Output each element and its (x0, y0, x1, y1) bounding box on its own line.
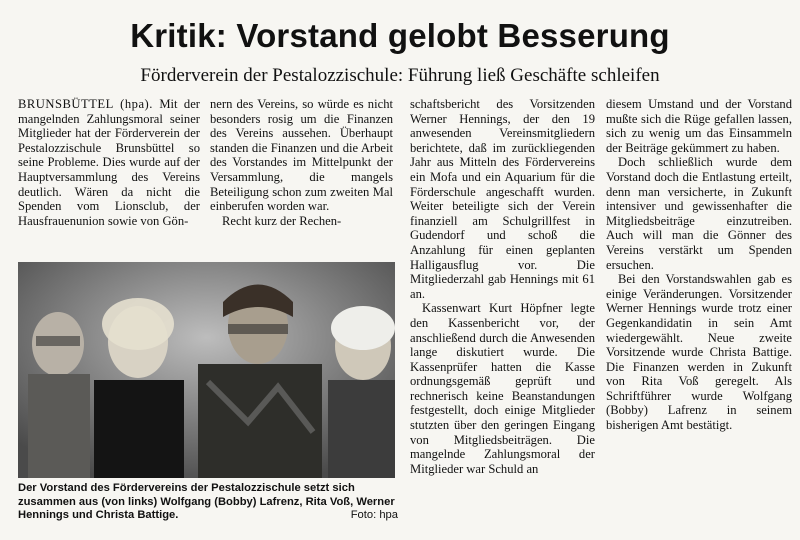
column-1-paragraph (18, 97, 200, 228)
column-1 (18, 97, 200, 228)
column-3-paragraph-2: Kassenwart Kurt Höpfner legte den Kassenbericht vor, der anschließend durch die Anwesenden lange diskutiert wurde. Die Kassenprüfer hatten die Kasse ordnungsgemäß geprüft und rechnerisch keine Beanstandungen festgestellt, doch einige Mitglieder stutzten über den geringen Eingang von Mitgliedsbeiträgen. Die mangelnde Zahlungsmoral der Mitglieder war Schuld an (410, 301, 595, 476)
column-2-paragraph-1: nern des Vereins, so würde es nicht besonders rosig um die Finanzen des Vereins aussehen. Überhaupt standen die Finanzen und die Arbeit des Vorstandes im Mittelpunkt der Versammlung, die mangels Beteiligung schon zum zweiten Mal einberufen worden war. (210, 97, 393, 214)
column-2 (210, 97, 393, 228)
photo-illustration (18, 262, 395, 478)
article-headline: Kritik: Vorstand gelobt Besserung (130, 17, 670, 54)
column-4-paragraph-2: Doch schließlich wurde dem Vorstand doch die Entlastung erteilt, denn man versicherte, in Zukunft intensiver und gewissenhafter die Mitgliedsbeiträge einzutreiben. Auch will man die Gönner des Vereins verstärkt um Spenden ersuchen. (606, 155, 792, 272)
column-1-text: Mit der mangelnden Zahlungsmoral seiner Mitglieder hat der Förderverein der Pestalozzischule Brunsbüttel so seine Probleme. Dies wurde auf der Hauptversammlung des Vereins deutlich. Wären da nicht die Spenden vom Lionsclub, der Hausfrauenunion sowie von Gön- (18, 97, 200, 228)
photo-credit: Foto: hpa (350, 509, 398, 522)
photo-caption (18, 482, 398, 523)
person-2-silhouette (94, 298, 184, 478)
column-4 (606, 97, 792, 433)
article-subheadline: Förderverein der Pestalozzischule: Führung ließ Geschäfte schleifen (140, 65, 660, 86)
person-4-silhouette (328, 306, 395, 478)
column-4-paragraph-1: diesem Umstand und der Vorstand mußte sich die Rüge gefallen lassen, sich zu wenig um das Einsammeln der Beiträge gekümmert zu haben. (606, 97, 792, 155)
column-2-paragraph-2: Recht kurz der Rechen- (222, 213, 342, 228)
column-3 (410, 97, 595, 476)
column-3-paragraph-1: schaftsbericht des Vorsitzenden Werner Hennings, der den 19 anwesenden Vereinsmitgliedern berichtete, daß im zurückliegenden Jahr aus Mitteln des Fördervereins ein Mofa und ein Aquarium für die Förderschule angeschafft wurden. Weiter beteiligte sich der Verein finanziell am Schulgrillfest in Gudendorf und schoß die Anzahlung für einen geplanten Halligausflug vor. Die Mitgliederzahl gab Hennings mit 61 an. (410, 97, 595, 301)
caption-text: Der Vorstand des Fördervereins der Pestalozzischule setzt sich zusammen aus (von links) Wolfgang (Bobby) Lafrenz, Rita Voß, Werner Hennings und Christa Battige. (18, 482, 395, 522)
group-photo (18, 262, 395, 478)
column-4-paragraph-3: Bei den Vorstandswahlen gab es einige Veränderungen. Vorsitzender Werner Hennings wurde trotz einer Gegenkandidatin in sein Amt wiedergewählt. Neue zweite Vorsitzende wurde Christa Battige. Die Finanzen werden in Zukunft von Rita Voß geregelt. Als Schriftführer wurde Wolfgang (Bobby) Lafrenz in seinem bisherigen Amt bestätigt. (606, 272, 792, 433)
person-1-silhouette (28, 312, 90, 478)
dateline: BRUNSBÜTTEL (hpa). (18, 97, 153, 111)
